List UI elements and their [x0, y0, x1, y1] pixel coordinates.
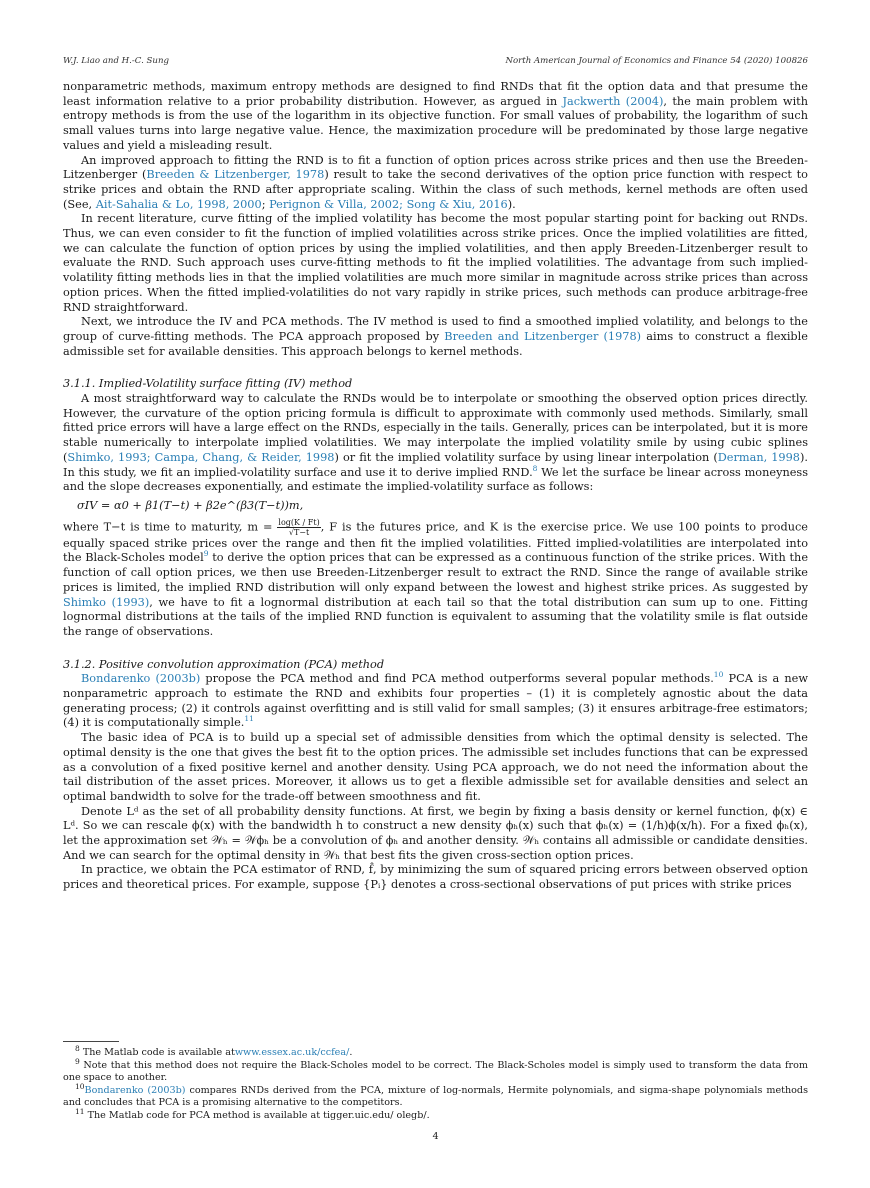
paragraph-9: Denote Lᵈ as the set of all probability density functions. At first, we begin by fixing a basis density or kernel function, ϕ(x) ∈ Lᵈ. So we can rescale ϕ(x) with the bandwidth h to construct a new density ϕₕ(x) such that ϕₕ(x) = (1/h)ϕ(x/h). For a fixed ϕₕ(x), let the approximation set 𝒲ₕ = 𝒲ϕₕ be a convolution of ϕₕ and another density. 𝒲ₕ contains all admissible or candidate densities. And we can search for the optimal density in 𝒲ₕ that best fits the given cross-section option prices.	[63, 804, 808, 862]
footnote-ref[interactable]: 9	[203, 549, 209, 559]
citation-link[interactable]: Bondarenko (2003b)	[84, 1084, 186, 1096]
section-heading-pca: 3.1.2. Positive convolution approximation (PCA) method	[63, 657, 385, 671]
citation-link[interactable]: Jackwerth (2004)	[562, 94, 664, 108]
paragraph-6: where T−t is time to maturity, m = $\frac{\log(K / Ft)}{√T-t}$ , F is the futures price, and K is the exercise price. We use 100 points to produce equally spaced strike prices over the range and then fit the implied volatilities. Fitted implied-volatilities are interpolated into the Black-Scholes model$^9$ to derive the option prices that can be expressed as a continuous function of the strike prices. With the function of call option prices, we then use Breeden-Litzenberger result to extract the RND. Since the range of available strike prices is limited, the implied RND distribution will only expand between the lowest and highest strike prices. As suggested by Shimko (1993), we have to fit a lognormal distribution at each tail so that the total distribution can sum up to one. Fitting lognormal distributions at the tails of the implied RND function is equivalent to assuming that the volatility smile is flat outside the range of observations.	[63, 517, 809, 638]
footnote-8: $^8$ The Matlab code is available atwww.essex.ac.uk/ccfea/.	[75, 1043, 353, 1058]
citation-link[interactable]: Ait-Sahalia & Lo, 1998, 2000	[95, 197, 262, 211]
citation-link[interactable]: Derman, 1998	[717, 450, 800, 464]
citation-link[interactable]: Shimko (1993)	[63, 595, 150, 609]
paragraph-2: An improved approach to fitting the RND is to fit a function of option prices across strike prices and then use the Breeden-Litzenberger (Breeden & Litzenberger, 1978) result to take the second derivatives of the option price function with respect to strike prices and obtain the RND after appropriate scaling. Within the class of such methods, kernel methods are often used (See, Ait-Sahalia & Lo, 1998, 2000; Perignon & Villa, 2002; Song & Xiu, 2016).	[63, 153, 808, 211]
footnote-ref[interactable]: 8	[532, 463, 538, 473]
equation-iv-surface: σIV = α0 + β1(T−t) + β2e^(β3(T−t))m,	[77, 498, 304, 512]
footnote-11: $^{11}$ The Matlab code for PCA method is available at tigger.uic.edu/ olegb/.	[75, 1106, 430, 1121]
footnotes	[63, 1043, 808, 1123]
header-authors: W.J. Liao and H.-C. Sung	[63, 56, 169, 66]
header-journal: North American Journal of Economics and Finance 54 (2020) 100826	[505, 56, 808, 66]
citation-link[interactable]: Bondarenko (2003b)	[81, 672, 201, 686]
citation-link[interactable]: Shimko, 1993; Campa, Chang, & Reider, 1998	[67, 450, 335, 464]
footnote-ref[interactable]: 11	[244, 714, 254, 724]
paragraph-8: The basic idea of PCA is to build up a special set of admissible densities from which the optimal density is selected. The optimal density is the one that gives the best fit to the option prices. The admissible set includes functions that can be expressed as a convolution of a fixed positive kernel and another density. Using PCA approach, we do not need the information about the tail distribution of the asset prices. Moreover, it allows us to get a flexible admissible set for available densities and select an optimal bandwidth to solve for the trade-off between smoothness and fit.	[63, 731, 808, 803]
footnote-rule	[63, 1041, 119, 1042]
body-text	[63, 80, 808, 893]
footnote-link[interactable]: www.essex.ac.uk/ccfea/	[234, 1047, 350, 1058]
citation-link[interactable]: Breeden and Litzenberger (1978)	[444, 329, 642, 343]
footnote-10: $^{10}$Bondarenko (2003b) compares RNDs derived from the PCA, mixture of log-normals, Hermite polynomials, and sigma-shape polynomials methods and concludes that PCA is a promising alternative to the competitors.	[63, 1081, 808, 1109]
footnote-ref[interactable]: 10	[713, 670, 724, 680]
paragraph-7: Bondarenko (2003b) propose the PCA method and find PCA method outperforms several popular methods.$^{10}$ PCA is a new nonparametric approach to estimate the RND and exhibits four properties – (1) it is completely agnostic about the data generating process; (2) it controls against overfitting and is still valid for small samples; (3) it ensures arbitrage-free estimators; (4) it is computationally simple.$^{11}$	[63, 670, 809, 730]
moneyness-fraction: $\frac{\log(K / Ft)}{√T-t}$	[278, 517, 320, 537]
paragraph-10: In practice, we obtain the PCA estimator of RND, f̂, by minimizing the sum of squared pricing errors between observed option prices and theoretical prices. For example, suppose {Pᵢ} denotes a cross-sectional observations of put prices with strike prices	[63, 863, 808, 892]
citation-link[interactable]: Perignon & Villa, 2002; Song & Xiu, 2016	[269, 197, 508, 211]
section-heading-iv: 3.1.1. Implied-Volatility surface fitting (IV) method	[63, 377, 353, 391]
page-number: 4	[432, 1131, 439, 1142]
footnote-9: $^9$ Note that this method does not require the Black-Scholes model to be correct. The Black-Scholes model is simply used to transform the data from one space to another.	[63, 1056, 808, 1084]
paragraph-4: Next, we introduce the IV and PCA methods. The IV method is used to find a smoothed implied volatility, and belongs to the group of curve-fitting methods. The PCA approach proposed by Breeden and Litzenberger (1978) aims to construct a flexible admissible set for available densities. This approach belongs to kernel methods.	[63, 315, 808, 358]
paragraph-3: In recent literature, curve fitting of the implied volatility has become the most popular starting point for backing out RNDs. Thus, we can even consider to fit the function of implied volatilities across strike prices. Once the implied volatilities are fitted, we can calculate the function of option prices by using the implied volatilities, and then apply Breeden-Litzenberger result to evaluate the RND. Such approach uses curve-fitting methods to fit the implied volatilities. The advantage from such implied-volatility fitting methods lies in that the implied volatilities are much more similar in magnitude across strike prices than across option prices. When the fitted implied-volatilities do not vary rapidly in strike prices, such methods can produce arbitrage-free RND straightforward.	[63, 212, 808, 314]
paragraph-5: A most straightforward way to calculate the RNDs would be to interpolate or smoothing the observed option prices directly. However, the curvature of the option pricing formula is difficult to approximate with commonly used methods. Similarly, small fitted price errors will have a large effect on the RNDs, especially in the tails. Generally, prices can be interpolated, but it is more stable numerically to interpolate implied volatilities. We may interpolate the implied volatility smile by using cubic splines (Shimko, 1993; Campa, Chang, & Reider, 1998) or fit the implied volatility surface by using linear interpolation (Derman, 1998). In this study, we fit an implied-volatility surface and use it to derive implied RND.$^8$ We let the surface be linear across moneyness and the slope decreases exponentially, and estimate the implied-volatility surface as follows:	[63, 392, 809, 494]
paragraph-1: nonparametric methods, maximum entropy methods are designed to find RNDs that fit the option data and that presume the least information relative to a prior probability distribution. However, as argued in Jackwerth (2004), the main problem with entropy methods is from the use of the logarithm in its objective function. For small values of probability, the logarithm of such small values turns into large negative value. Hence, the maximization procedure will be predominated by those large negative values and yield a misleading result.	[63, 80, 808, 152]
citation-link[interactable]: Breeden & Litzenberger, 1978	[146, 168, 325, 182]
